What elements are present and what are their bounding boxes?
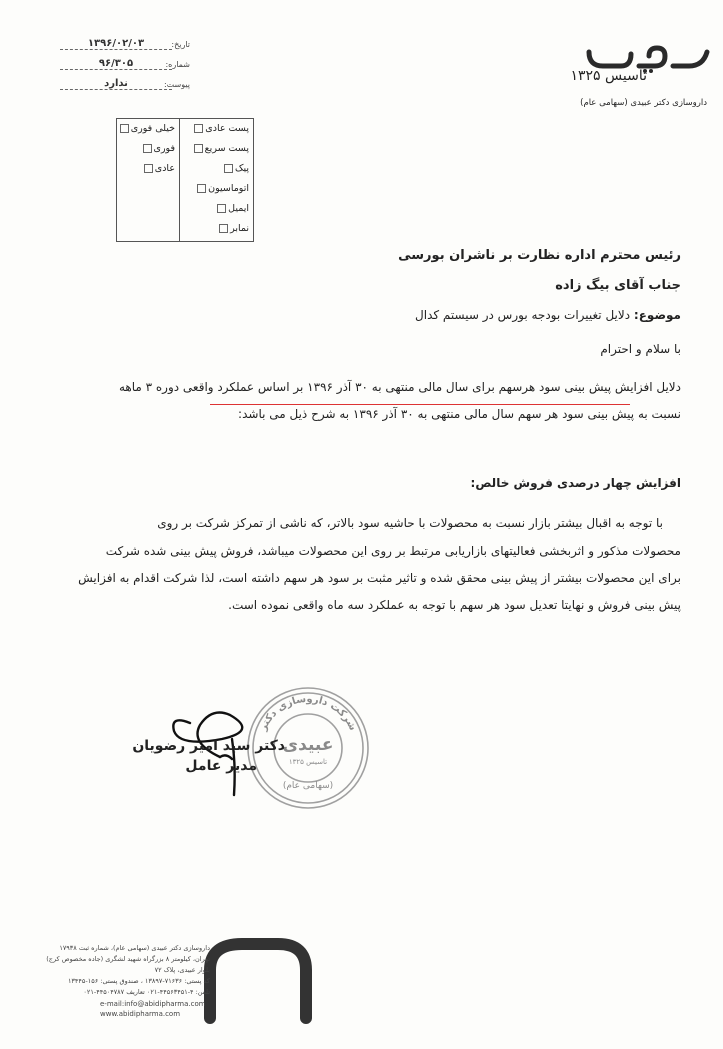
checkbox-icon (219, 224, 228, 233)
red-underline (210, 404, 630, 405)
checkbox-icon (194, 144, 203, 153)
logo-text: عبیدی (585, 25, 626, 44)
checkbox-icon (224, 164, 233, 173)
checkbox-icon (197, 184, 206, 193)
subject-text: دلایل تغییرات بودجه بورس در سیستم کدال (415, 308, 631, 322)
footer-email[interactable]: e-mail:info@abidipharma.com (100, 1000, 206, 1008)
footer-line-4: کد پستی: ۷۱۶۳۶-۱۳۸۹۷ ، صندوق پستی: ۱۵۶-۱۳۴۴۵ (67, 977, 210, 985)
option-very-urgent[interactable]: خیلی فوری (120, 123, 175, 134)
section-title: افزایش چهار درصدی فروش خالص: (470, 476, 681, 490)
number-value: ۹۶/۳۰۵ (60, 58, 172, 70)
recipient-name: جناب آقای بیگ زاده (555, 278, 681, 293)
checkbox-icon (194, 124, 203, 133)
founded-text: تاسیس ۱۳۲۵ (570, 68, 647, 84)
send-options-divider (179, 119, 180, 241)
body-line-1: با توجه به اقبال بیشتر بازار نسبت به محصولات با حاشیه سود بالاتر، که ناشی از تمرکز شرکت بر روی (157, 516, 663, 530)
option-urgent[interactable]: فوری (143, 143, 175, 154)
footer-website[interactable]: www.abidipharma.com (100, 1010, 181, 1018)
signer-name: دکتر سید امیر رضویان (132, 738, 285, 754)
option-fax[interactable]: نمابر (219, 223, 249, 234)
option-express-post[interactable]: پست سریع (194, 143, 249, 154)
recipient-title: رئیس محترم اداره نظارت بر ناشران بورسی (398, 248, 681, 263)
footer-line-3: بلوار عبیدی، پلاک ۷۲ (154, 966, 210, 974)
attachment-row (60, 78, 190, 94)
option-courier[interactable]: پیک (224, 163, 249, 174)
subject-line (415, 308, 681, 322)
option-regular-post[interactable]: پست عادی (194, 123, 249, 134)
greeting: با سلام و احترام (600, 342, 681, 356)
footer-line-2: تهران، کیلومتر ۸ بزرگراه شهید لشگری (جاده مخصوص کرج) (46, 955, 210, 963)
date-value: ۱۳۹۶/۰۲/۰۳ (60, 38, 172, 50)
checkbox-icon (120, 124, 129, 133)
signer-title: مدیر عامل (185, 758, 257, 774)
footer-line-1: داروسازی دکتر عبیدی (سهامی عام)، شماره ثبت ۱۷۹۳۸ (59, 944, 210, 952)
send-options-box (116, 118, 254, 242)
body-line-2: محصولات مذکور و اثربخشی فعالیتهای بازاریابی مرتبط بر روی این محصولات میباشد، فروش پیش بینی شده شرکت (105, 544, 681, 558)
footer-logo (202, 940, 312, 1020)
checkbox-icon (143, 144, 152, 153)
number-row (60, 58, 190, 74)
subject-label: موضوع: (633, 308, 681, 322)
stamp-bottom-text: (سهامی عام) (282, 781, 334, 791)
attachment-label: پیوست: (163, 80, 190, 89)
option-email[interactable]: ایمیل (217, 203, 249, 214)
date-label: تاریخ: (171, 40, 190, 49)
option-automation[interactable]: اتوماسیون (197, 183, 249, 194)
footer-line-5: تلفن: ۴-۴۴۵۶۳۴۵۱-۰۲۱ تعاریف ۴۴۵۰۴۷۸۷-۰۲۱ (83, 988, 210, 996)
checkbox-icon (217, 204, 226, 213)
stamp-top-text: شرکت داروسازی دکتر (257, 693, 359, 733)
date-row (60, 38, 190, 54)
body-line-3: برای این محصولات بیشتر از پیش بینی محقق شده و تاثیر مثبت بر سود هر سهم داشته است، لذا شرکت اقدام به افزایش (78, 571, 681, 585)
intro-line-1: دلایل افزایش پیش بینی سود هرسهم برای سال مالی منتهی به ۳۰ آذر ۱۳۹۶ بر اساس عملکرد واقعی دوره ۳ ماهه (118, 380, 681, 394)
stamp-center-text: عبیدی (282, 735, 334, 755)
body-line-4: پیش بینی فروش و نهایتا تعدیل سود هر سهم با توجه به عملکرد سه ماه واقعی نموده است. (228, 598, 681, 612)
stamp-founded: تاسیس ۱۳۲۵ (288, 758, 328, 766)
company-name: داروسازی دکتر عبیدی (سهامی عام) (580, 98, 707, 108)
intro-line-2: نسبت به پیش بینی سود هر سهم سال مالی منتهی به ۳۰ آذر ۱۳۹۶ به شرح ذیل می باشد: (238, 407, 681, 421)
option-normal[interactable]: عادی (144, 163, 175, 174)
number-label: شماره: (165, 60, 190, 69)
checkbox-icon (144, 164, 153, 173)
attachment-value: ندارد (60, 78, 172, 90)
